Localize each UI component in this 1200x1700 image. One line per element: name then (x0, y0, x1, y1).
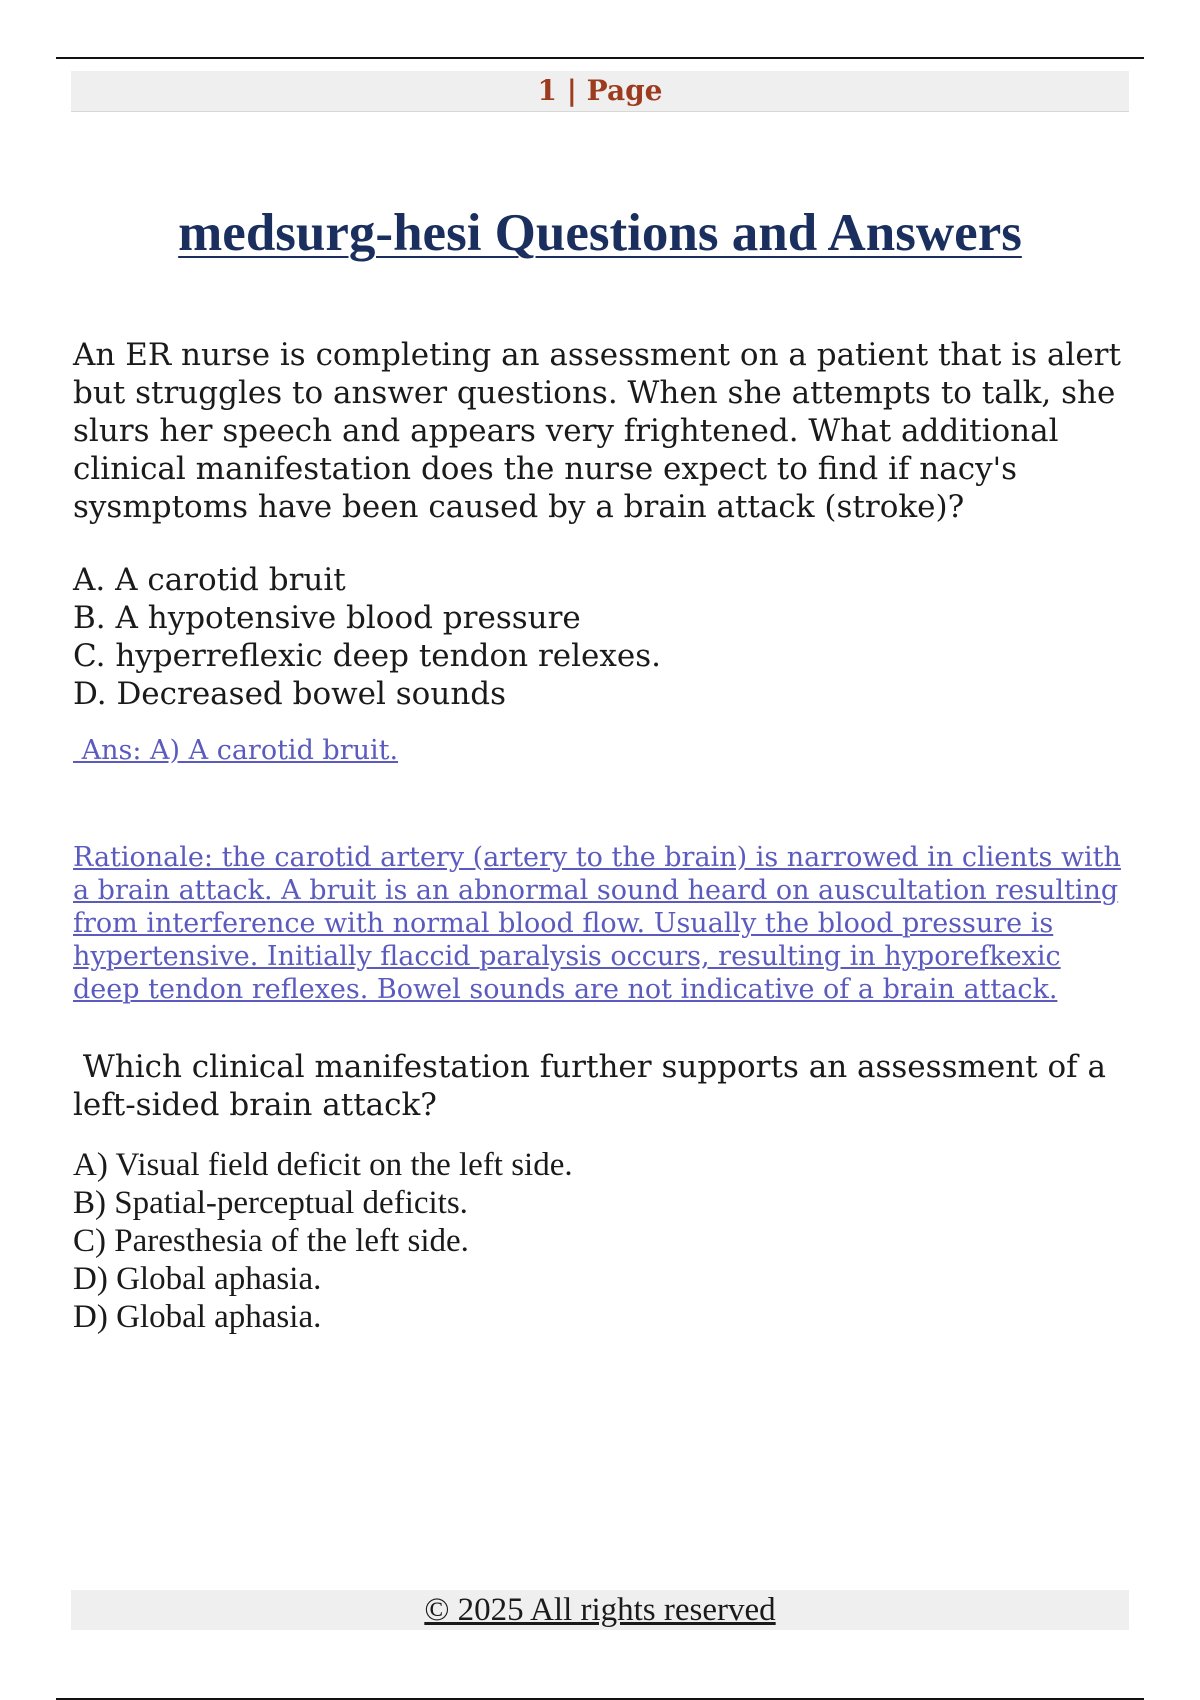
copyright-text: © 2025 All rights reserved (424, 1592, 776, 1628)
question-1-options (73, 561, 1133, 713)
question-1-text: An ER nurse is completing an assessment on a patient that is alert but struggles to answer questions. When she attempts to talk, she slurs her speech and appears very frightened. What additional clinical manifestation does the nurse expect to find if nacy's sysmptoms have been caused by a brain attack (stroke)? (73, 337, 1121, 525)
page-footer (71, 1590, 1129, 1630)
option-item: A) Visual field deficit on the left side. (73, 1147, 573, 1183)
option-item: B) Spatial-perceptual deficits. (73, 1185, 468, 1221)
page-header (71, 71, 1129, 112)
option-item: A. A carotid bruit (73, 562, 346, 598)
option-item: D) Global aphasia. (73, 1299, 322, 1335)
option-item: D) Global aphasia. (73, 1261, 322, 1297)
page-title: medsurg-hesi Questions and Answers (178, 204, 1022, 262)
rationale-link[interactable]: Rationale: the carotid artery (artery to the brain) is narrowed in clients with a brain attack. A bruit is an abnormal sound heard on auscultation resulting from interference with normal blood flow. Usually the blood pressure is hypertensive. Initially flaccid paralysis occurs, resulting in hyporefkexic deep tendon reflexes. Bowel sounds are not indicative of a brain attack. (73, 842, 1121, 1005)
option-item: C. hyperreflexic deep tendon relexes. (73, 638, 661, 674)
question-2-text: Which clinical manifestation further supports an assessment of a left-sided brain attack? (73, 1049, 1116, 1123)
page-number-label: 1 | Page (537, 74, 663, 107)
option-item: C) Paresthesia of the left side. (73, 1223, 469, 1259)
document-body (73, 336, 1133, 1336)
question-2-options (73, 1146, 1133, 1336)
top-rule (56, 57, 1144, 59)
option-item: B. A hypotensive blood pressure (73, 600, 581, 636)
answer-link[interactable]: Ans: A) A carotid bruit. (73, 735, 399, 766)
option-item: D. Decreased bowel sounds (73, 676, 507, 712)
